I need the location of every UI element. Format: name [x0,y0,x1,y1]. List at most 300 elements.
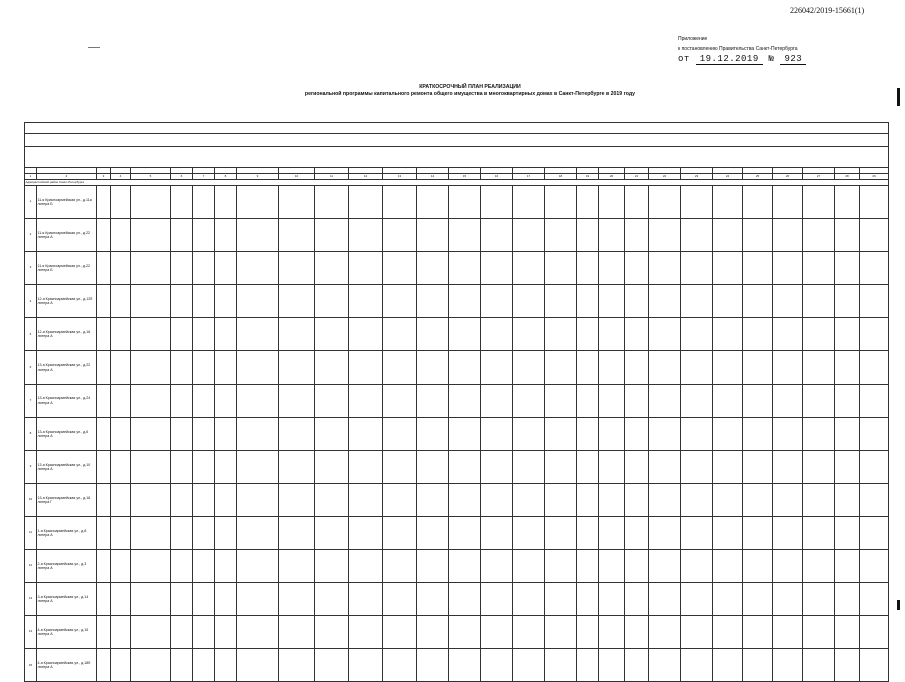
column-number-cell: 4 [111,174,131,180]
value-cell [835,318,860,351]
value-cell [193,285,215,318]
value-cell [599,186,625,219]
number-prefix: № [768,54,775,64]
column-number-cell: 17 [513,174,545,180]
value-cell [193,550,215,583]
value-cell [649,516,681,549]
value-cell [803,550,835,583]
value-cell [481,285,513,318]
value-cell [417,186,449,219]
header-band-2 [25,134,889,147]
table-row [25,516,889,549]
value-cell [111,583,131,616]
value-cell [279,318,315,351]
value-cell [111,550,131,583]
value-cell [681,285,713,318]
value-cell [860,649,889,682]
value-cell [577,384,599,417]
value-cell [743,252,773,285]
table-row [25,285,889,318]
value-cell [171,616,193,649]
value-cell [383,649,417,682]
value-cell [193,583,215,616]
column-number-cell: 1 [25,174,37,180]
value-cell [835,219,860,252]
row-number-cell: 9 [25,450,37,483]
value-cell [681,252,713,285]
row-number-cell: 15 [25,649,37,682]
value-cell [713,450,743,483]
address-cell: 13-я Красноармейская ул., д.24 литера А [37,384,97,417]
value-cell [743,516,773,549]
value-cell [449,318,481,351]
value-cell [349,483,383,516]
scan-edge-mark-bottom [897,600,900,610]
value-cell [171,450,193,483]
value-cell [743,219,773,252]
value-cell [713,417,743,450]
value-cell [773,318,803,351]
value-cell [513,417,545,450]
value-cell [97,351,111,384]
value-cell [599,583,625,616]
column-number-cell: 9 [237,174,279,180]
value-cell [215,417,237,450]
value-cell [279,219,315,252]
value-cell [649,649,681,682]
value-cell [383,616,417,649]
table-row [25,583,889,616]
column-number-cell: 14 [417,174,449,180]
value-cell [417,550,449,583]
value-cell [860,616,889,649]
value-cell [417,450,449,483]
value-cell [171,516,193,549]
row-number-cell: 14 [25,616,37,649]
value-cell [97,417,111,450]
value-cell [835,450,860,483]
value-cell [513,483,545,516]
value-cell [481,318,513,351]
address-cell: 13-я Красноармейская ул., д.6 литера А [37,417,97,450]
column-number-cell: 15 [449,174,481,180]
value-cell [835,351,860,384]
address-cell: 12-я Красноармейская ул., д.12б литера А [37,285,97,318]
value-cell [513,649,545,682]
value-cell [97,483,111,516]
value-cell [449,550,481,583]
value-cell [215,450,237,483]
value-cell [860,450,889,483]
value-cell [625,450,649,483]
value-cell [860,318,889,351]
value-cell [349,285,383,318]
value-cell [481,252,513,285]
value-cell [835,649,860,682]
value-cell [599,516,625,549]
value-cell [237,550,279,583]
value-cell [625,483,649,516]
value-cell [835,583,860,616]
value-cell [743,450,773,483]
value-cell [545,384,577,417]
header-band [25,123,889,134]
value-cell [803,219,835,252]
value-cell [279,384,315,417]
value-cell [97,550,111,583]
value-cell [803,186,835,219]
value-cell [111,649,131,682]
table-row [25,550,889,583]
value-cell [481,483,513,516]
table-row [25,450,889,483]
table-row [25,186,889,219]
value-cell [279,186,315,219]
value-cell [577,550,599,583]
value-cell [649,550,681,583]
value-cell [315,417,349,450]
value-cell [803,483,835,516]
value-cell [625,616,649,649]
value-cell [131,285,171,318]
value-cell [743,384,773,417]
value-cell [513,516,545,549]
column-number-cell: 29 [860,174,889,180]
value-cell [773,252,803,285]
column-number-cell: 21 [625,174,649,180]
value-cell [681,616,713,649]
column-number-cell: 13 [383,174,417,180]
value-cell [383,351,417,384]
value-cell [599,285,625,318]
value-cell [111,285,131,318]
value-cell [713,186,743,219]
value-cell [237,483,279,516]
value-cell [803,616,835,649]
value-cell [803,252,835,285]
value-cell [215,219,237,252]
value-cell [349,649,383,682]
value-cell [315,351,349,384]
value-cell [171,186,193,219]
value-cell [860,219,889,252]
value-cell [545,186,577,219]
value-cell [193,351,215,384]
value-cell [349,186,383,219]
value-cell [577,318,599,351]
value-cell [237,318,279,351]
table-row [25,351,889,384]
row-number-cell: 3 [25,252,37,285]
value-cell [577,516,599,549]
value-cell [577,483,599,516]
value-cell [237,252,279,285]
value-cell [743,649,773,682]
value-cell [773,649,803,682]
row-number-cell: 6 [25,351,37,384]
value-cell [743,186,773,219]
value-cell [545,318,577,351]
table-row [25,417,889,450]
value-cell [449,616,481,649]
value-cell [835,384,860,417]
value-cell [481,450,513,483]
address-cell: 11-я Красноармейская ул., д.22 литера Б [37,252,97,285]
value-cell [237,649,279,682]
value-cell [315,285,349,318]
value-cell [97,516,111,549]
value-cell [625,583,649,616]
value-cell [237,285,279,318]
appendix-line2: к постановлению Правительства Санкт-Петербурга [678,46,798,52]
scan-mark [88,47,100,48]
value-cell [599,351,625,384]
value-cell [803,450,835,483]
value-cell [193,616,215,649]
value-cell [577,351,599,384]
value-cell [237,219,279,252]
column-number-cell: 24 [713,174,743,180]
value-cell [835,252,860,285]
value-cell [215,483,237,516]
column-number-cell: 6 [171,174,193,180]
column-number-cell: 10 [279,174,315,180]
value-cell [315,318,349,351]
value-cell [835,516,860,549]
value-cell [481,351,513,384]
value-cell [743,550,773,583]
value-cell [481,649,513,682]
title-line2: региональной программы капитального ремонта общего имущества в многоквартирных домах в Санкт-Петербурге в 2019 году [304,91,636,97]
value-cell [513,550,545,583]
column-number-cell: 26 [773,174,803,180]
column-number-cell: 12 [349,174,383,180]
value-cell [513,384,545,417]
value-cell [131,318,171,351]
row-number-cell: 12 [25,550,37,583]
value-cell [773,351,803,384]
value-cell [215,351,237,384]
value-cell [681,351,713,384]
value-cell [131,417,171,450]
value-cell [625,252,649,285]
value-cell [315,252,349,285]
value-cell [545,450,577,483]
value-cell [803,384,835,417]
row-number-cell: 8 [25,417,37,450]
decree-number: 923 [780,54,806,65]
value-cell [111,252,131,285]
column-number-cell: 28 [835,174,860,180]
value-cell [349,616,383,649]
value-cell [279,516,315,549]
header-band-3 [25,147,889,168]
value-cell [349,219,383,252]
value-cell [111,450,131,483]
value-cell [193,649,215,682]
value-cell [349,516,383,549]
value-cell [383,516,417,549]
value-cell [681,384,713,417]
column-number-cell: 18 [545,174,577,180]
value-cell [111,318,131,351]
value-cell [171,384,193,417]
value-cell [237,186,279,219]
value-cell [449,186,481,219]
value-cell [773,616,803,649]
value-cell [193,450,215,483]
value-cell [417,649,449,682]
value-cell [513,616,545,649]
value-cell [860,516,889,549]
value-cell [131,252,171,285]
value-cell [481,516,513,549]
value-cell [681,550,713,583]
value-cell [513,252,545,285]
value-cell [513,450,545,483]
value-cell [237,417,279,450]
value-cell [97,384,111,417]
value-cell [315,450,349,483]
value-cell [279,616,315,649]
value-cell [803,351,835,384]
value-cell [111,417,131,450]
value-cell [625,384,649,417]
value-cell [193,318,215,351]
value-cell [215,516,237,549]
value-cell [111,616,131,649]
value-cell [860,186,889,219]
value-cell [681,583,713,616]
value-cell [193,384,215,417]
value-cell [171,417,193,450]
value-cell [513,219,545,252]
value-cell [545,219,577,252]
document-number: 226042/2019-15661(1) [790,6,865,15]
value-cell [599,417,625,450]
value-cell [449,384,481,417]
value-cell [131,351,171,384]
value-cell [803,516,835,549]
value-cell [383,285,417,318]
value-cell [449,649,481,682]
value-cell [279,285,315,318]
value-cell [625,649,649,682]
value-cell [349,252,383,285]
value-cell [545,252,577,285]
value-cell [97,219,111,252]
value-cell [449,252,481,285]
value-cell [383,417,417,450]
value-cell [111,384,131,417]
value-cell [449,583,481,616]
value-cell [417,219,449,252]
value-cell [649,252,681,285]
value-cell [237,616,279,649]
value-cell [577,583,599,616]
value-cell [649,285,681,318]
value-cell [513,186,545,219]
value-cell [449,450,481,483]
value-cell [171,285,193,318]
value-cell [417,351,449,384]
value-cell [481,616,513,649]
value-cell [681,318,713,351]
decree-date: 19.12.2019 [696,54,763,65]
value-cell [315,219,349,252]
date-prefix: от [678,54,690,64]
value-cell [481,186,513,219]
value-cell [513,583,545,616]
value-cell [545,583,577,616]
value-cell [417,516,449,549]
value-cell [803,285,835,318]
row-number-cell: 1 [25,186,37,219]
value-cell [111,186,131,219]
value-cell [481,583,513,616]
row-number-cell: 2 [25,219,37,252]
value-cell [743,417,773,450]
value-cell [193,219,215,252]
plan-table-wrapper [24,122,887,670]
table-row [25,318,889,351]
value-cell [835,285,860,318]
value-cell [835,186,860,219]
value-cell [131,186,171,219]
value-cell [649,417,681,450]
value-cell [803,649,835,682]
value-cell [315,516,349,549]
value-cell [743,583,773,616]
column-number-cell: 25 [743,174,773,180]
column-number-cell: 11 [315,174,349,180]
value-cell [237,583,279,616]
value-cell [773,450,803,483]
value-cell [577,285,599,318]
value-cell [773,285,803,318]
value-cell [237,516,279,549]
value-cell [835,417,860,450]
value-cell [545,285,577,318]
value-cell [315,483,349,516]
value-cell [131,450,171,483]
value-cell [743,616,773,649]
value-cell [577,649,599,682]
value-cell [171,318,193,351]
address-cell: 11-я Красноармейская ул., д.11а литера Б [37,186,97,219]
value-cell [577,417,599,450]
value-cell [681,219,713,252]
value-cell [649,318,681,351]
value-cell [215,649,237,682]
column-number-cell: 8 [215,174,237,180]
value-cell [449,285,481,318]
value-cell [215,616,237,649]
row-number-cell: 7 [25,384,37,417]
value-cell [773,219,803,252]
address-cell: 1-я Красноармейская ул., д.8 литера А [37,516,97,549]
column-number-cell: 16 [481,174,513,180]
value-cell [383,318,417,351]
value-cell [383,252,417,285]
value-cell [577,219,599,252]
value-cell [649,450,681,483]
value-cell [279,417,315,450]
document-title [240,84,700,98]
value-cell [860,252,889,285]
value-cell [315,616,349,649]
value-cell [279,450,315,483]
